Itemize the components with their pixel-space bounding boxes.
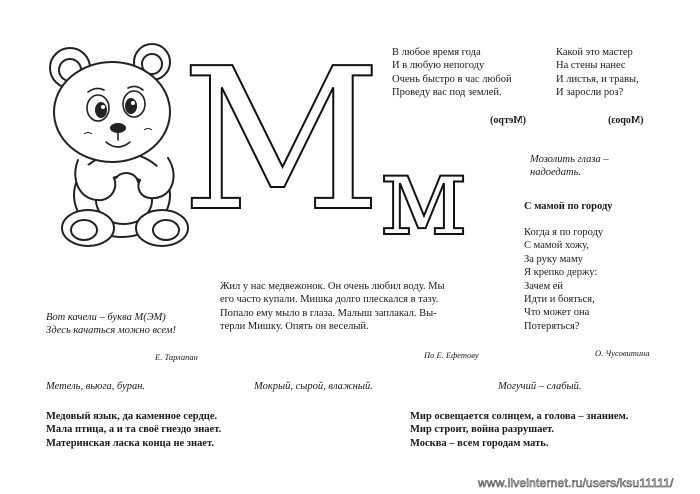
word-row-2: Мокрый, сырой, влажный. xyxy=(254,381,373,392)
small-letter: м xyxy=(380,131,468,261)
proverbs-left: Медовый язык, да каменное сердце. Мала птица, а и та своё гнездо знает. Материнская ласка конца не знает. xyxy=(46,411,222,449)
riddle-frost: Какой это мастер На стены нанес И листья, и травы, И заросли роз? xyxy=(556,47,639,99)
word-row-3: Могучий – слабый. xyxy=(498,381,582,392)
story-text: Жил у нас медвежонок. Он очень любил воду. Мы его часто купали. Мишка долго плескался в тазу. Попало ему мыло в глаза. Малыш заплакал. Вы- терли Мишку. Опять он веселый. xyxy=(220,281,445,333)
watermark: www.liveinternet.ru/users/ksu11111/ xyxy=(478,476,674,490)
poem-text: Когда я по городу С мамой хожу, За руку маму Я крепко держу: Зачем ей Идти и бояться, Что может она Потеряться? xyxy=(524,227,604,332)
story-author: По Е. Ефетову xyxy=(424,350,479,360)
poem-author: О. Чусовитина xyxy=(595,348,650,358)
proverbs-right: Мир освещается солнцем, а голова – знанием. Мир строит, война разрушает. Москва – всем городам мать. xyxy=(410,411,629,449)
riddle-metro-answer-text: (Метро) xyxy=(490,115,527,126)
swing-verse: Вот качели – буква М(ЭМ) Здесь качаться можно всем! xyxy=(46,312,176,337)
riddle-frost-answer xyxy=(608,110,644,128)
swing-author: Е. Тарлапан xyxy=(155,352,198,362)
poem-title: С мамой по городу xyxy=(524,201,613,212)
word-row-1: Метель, вьюга, буран. xyxy=(46,381,146,392)
riddle-metro: В любое время года И в любую непогоду Очень быстро в час любой Проведу вас под землей. xyxy=(392,47,512,99)
idiom: Мозолить глаза – надоедать. xyxy=(530,154,609,179)
riddle-metro-answer xyxy=(490,110,526,128)
big-letter: М xyxy=(181,27,382,255)
riddle-frost-answer-text: (Мороз) xyxy=(608,115,644,126)
bear-illustration xyxy=(40,40,200,250)
